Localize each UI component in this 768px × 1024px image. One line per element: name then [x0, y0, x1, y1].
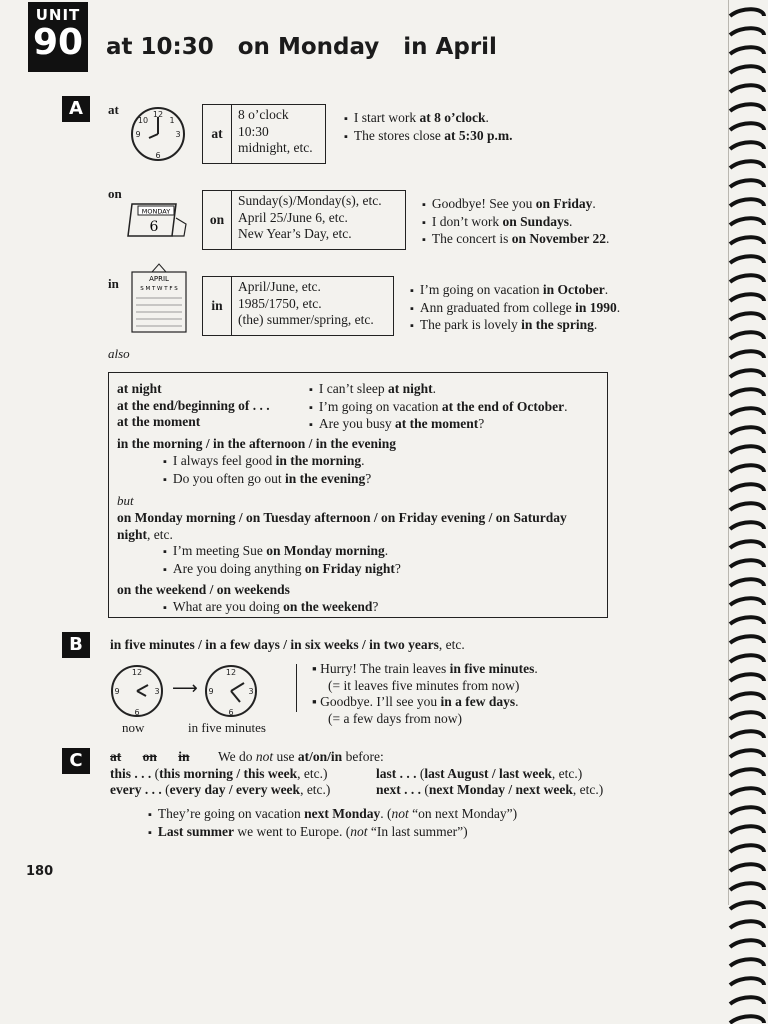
on-item: Sunday(s)/Monday(s), etc. [238, 193, 382, 208]
in-prep-table [202, 276, 394, 336]
in-label: in [108, 276, 119, 291]
on-prep: on [203, 191, 232, 249]
time-phrases [117, 381, 270, 431]
svg-text:3: 3 [154, 687, 160, 696]
svg-text:12: 12 [131, 668, 143, 677]
example-item: ▪ I’m going on vacation in October. [410, 282, 620, 300]
svg-text:12: 12 [152, 110, 164, 119]
spiral-binding-icon [724, 0, 768, 1024]
phrase: at the end/beginning of . . . [117, 397, 270, 413]
in-examples [410, 282, 620, 335]
also-label: also [108, 346, 130, 361]
svg-text:9: 9 [114, 687, 120, 696]
on-label: on [108, 186, 122, 201]
page-title: at 10:30 on Monday in April [106, 34, 497, 60]
crossed-words [110, 749, 190, 766]
clock-icon [128, 104, 188, 164]
section-b-examples [312, 661, 538, 727]
this-line: this . . . (this morning / this week, etc.) [110, 766, 328, 781]
in-list [232, 277, 380, 335]
every-line: every . . . (every day / every week, etc.) [110, 782, 331, 797]
days-examples [163, 543, 401, 578]
svg-text:3: 3 [248, 687, 254, 696]
svg-text:10: 10 [137, 116, 149, 125]
example-item: ▪ Are you doing anything on Friday night? [163, 561, 401, 579]
svg-text:9: 9 [135, 130, 141, 139]
at-item: 8 o’clock [238, 107, 289, 122]
crossed-word: in [178, 749, 190, 764]
unit-number: 90 [32, 22, 84, 63]
svg-text:9: 9 [208, 687, 214, 696]
svg-text:6: 6 [134, 708, 140, 717]
at-examples [344, 110, 513, 145]
example-item: ▪ I’m going on vacation at the end of October. [309, 399, 568, 417]
unit-badge [28, 2, 88, 72]
example-item: ▪ Ann graduated from college in 1990. [410, 300, 620, 318]
example-item: ▪ Are you busy at the moment? [309, 416, 568, 434]
crossed-word: on [142, 749, 157, 764]
svg-text:1: 1 [169, 116, 175, 125]
next-line: next . . . (next Monday / next week, etc.) [376, 782, 604, 797]
section-c-marker: C [62, 748, 90, 774]
phrase: at night [117, 381, 162, 396]
example-item: ▪ Goodbye. I’ll see you in a few days. [312, 694, 519, 709]
on-prep-table [202, 190, 406, 250]
example-item: ▪ Last summer we went to Europe. (not “In last summer”) [148, 824, 517, 842]
morning-examples [163, 453, 371, 488]
at-prep: at [203, 105, 232, 163]
section-c-examples [148, 806, 517, 841]
wall-calendar-icon [128, 262, 190, 334]
section-a-marker: A [62, 96, 90, 122]
svg-text:12: 12 [225, 668, 237, 677]
example-item: ▪ I start work at 8 o’clock. [344, 110, 513, 128]
at-prep-table [202, 104, 326, 164]
example-item: ▪ I don’t work on Sundays. [422, 214, 609, 232]
on-examples [422, 196, 609, 249]
section-c-intro: We do not use at/on/in before: [218, 749, 384, 764]
in-item: 1985/1750, etc. [238, 295, 322, 311]
unit-word: UNIT [35, 6, 81, 24]
at-list [232, 105, 319, 163]
on-list [232, 191, 388, 249]
on-item: April 25/June 6, etc. [238, 209, 348, 225]
svg-text:6: 6 [228, 708, 234, 717]
calendar-weekdays: S M T W T F S [140, 286, 178, 292]
crossed-word: at [110, 749, 122, 764]
on-item: New Year’s Day, etc. [238, 226, 352, 241]
example-item: ▪ Goodbye! See you on Friday. [422, 196, 609, 214]
example-item: ▪ What are you doing on the weekend? [163, 599, 378, 617]
clock-later-icon [202, 662, 260, 720]
example-item: ▪ Hurry! The train leaves in five minutes. [312, 661, 538, 676]
example-item: ▪ The park is lovely in the spring. [410, 317, 620, 335]
calendar-month: APRIL [149, 275, 169, 283]
divider [296, 664, 297, 712]
in-item: (the) summer/spring, etc. [238, 312, 374, 327]
phrase: at the moment [117, 414, 201, 429]
calendar-day-name: MONDAY [141, 207, 171, 216]
arrow-icon: ⟶ [172, 678, 198, 699]
example-item: ▪ The stores close at 5:30 p.m. [344, 128, 513, 146]
section-b-heading: in five minutes / in a few days / in six weeks / in two years, etc. [110, 637, 465, 652]
example-item: ▪ I always feel good in the morning. [163, 453, 371, 471]
in-prep: in [203, 277, 232, 335]
section-b-marker: B [62, 632, 90, 658]
in-item: April/June, etc. [238, 279, 321, 294]
at-label: at [108, 102, 119, 117]
clock-later-label: in five minutes [188, 720, 266, 735]
clock-now-label: now [122, 720, 145, 735]
phrase-examples [309, 381, 568, 434]
example-item: ▪ Do you often go out in the evening? [163, 471, 371, 489]
weekend-heading: on the weekend / on weekends [117, 582, 290, 597]
example-item: ▪ The concert is on November 22. [422, 231, 609, 249]
days-heading: on Monday morning / on Tuesday afternoon / on Friday evening / on Saturday night, etc. [117, 510, 567, 542]
morning-heading: in the morning / in the afternoon / in the evening [117, 436, 397, 451]
last-line: last . . . (last August / last week, etc.) [376, 766, 583, 781]
also-box [108, 372, 608, 618]
svg-text:3: 3 [175, 130, 181, 139]
clock-now-icon [108, 662, 166, 720]
svg-text:6: 6 [155, 151, 161, 160]
example-item: ▪ They’re going on vacation next Monday. (not “on next Monday”) [148, 806, 517, 824]
but-label: but [117, 493, 134, 508]
example-item: ▪ I’m meeting Sue on Monday morning. [163, 543, 401, 561]
desk-calendar-icon [126, 198, 190, 240]
at-item: 10:30 [238, 123, 269, 139]
example-note: (= it leaves five minutes from now) [328, 677, 520, 693]
at-item: midnight, etc. [238, 140, 313, 155]
example-note: (= a few days from now) [328, 710, 462, 726]
weekend-examples [163, 599, 378, 617]
example-item: ▪ I can’t sleep at night. [309, 381, 568, 399]
calendar-day-number: 6 [149, 219, 159, 235]
page-number: 180 [26, 864, 54, 879]
